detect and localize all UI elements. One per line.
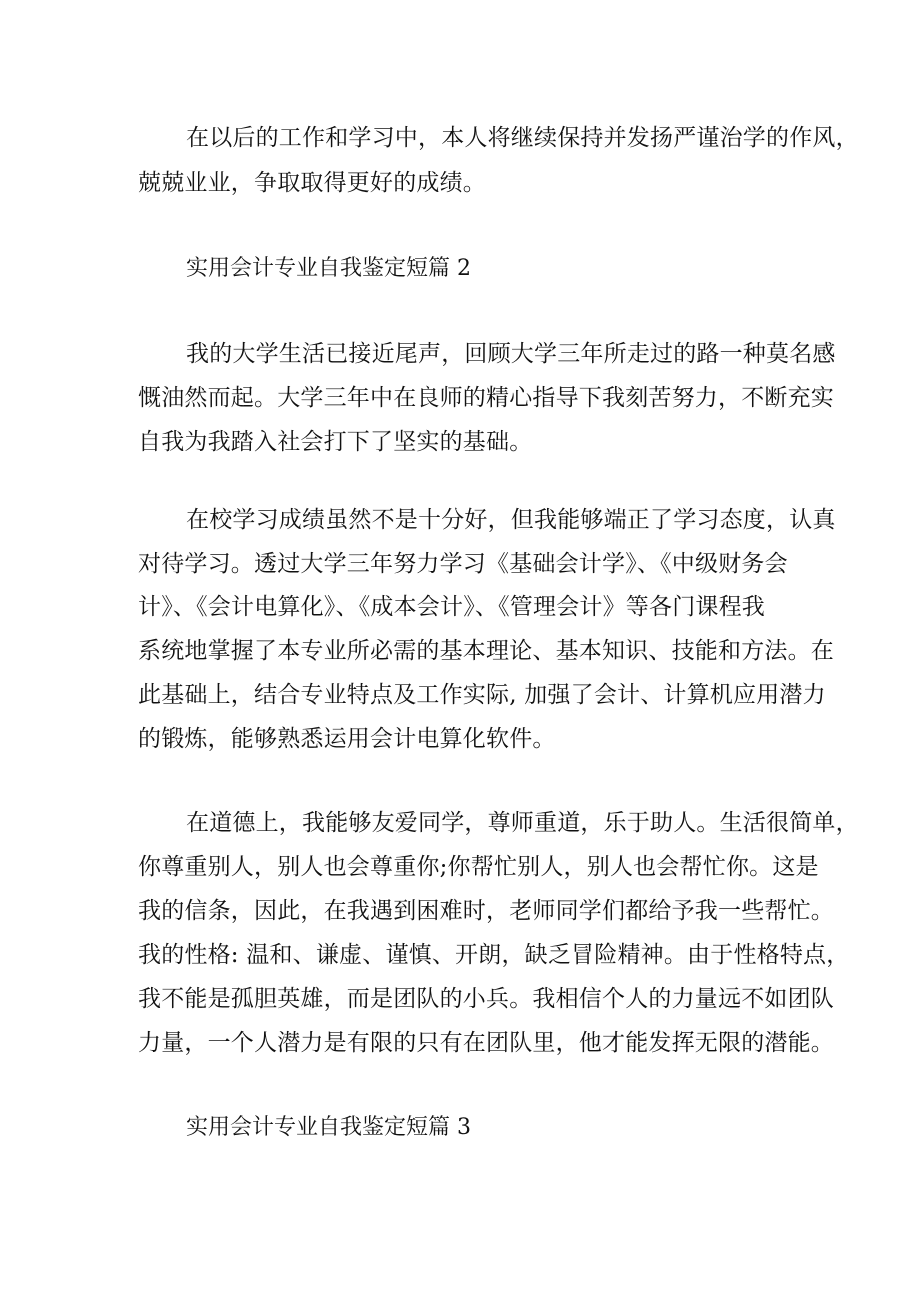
- paragraph-line: 慨油然而起。大学三年中在良师的精心指导下我刻苦努力，不断充实: [138, 385, 834, 411]
- paragraph-line: 此基础上，结合专业特点及工作实际, 加强了会计、计算机应用潜力: [138, 682, 826, 708]
- paragraph-line: 力量，一个人潜力是有限的只有在团队里，他才能发挥无限的潜能。: [138, 1030, 834, 1056]
- paragraph-line: 计》、《会计电算化》、《成本会计》、《管理会计》等各门课程我: [138, 594, 765, 620]
- paragraph-line: 你尊重别人，别人也会尊重你;你帮忙别人，别人也会帮忙你。这是: [138, 854, 819, 880]
- paragraph-line: 的锻炼，能够熟悉运用会计电算化软件。: [138, 726, 556, 752]
- paragraph-line: 我的性格: 温和、谦虚、谨慎、开朗，缺乏冒险精神。由于性格特点，: [138, 942, 850, 968]
- section-heading: 实用会计专业自我鉴定短篇 2: [186, 256, 471, 281]
- paragraph-line: 我的大学生活已接近尾声，回顾大学三年所走过的路一种莫名感: [186, 341, 836, 367]
- paragraph-line: 自我为我踏入社会打下了坚实的基础。: [138, 429, 533, 455]
- section-heading: 实用会计专业自我鉴定短篇 3: [186, 1115, 471, 1140]
- paragraph-line: 兢兢业业，争取取得更好的成绩。: [138, 170, 486, 196]
- paragraph-line: 系统地掌握了本专业所必需的基本理论、基本知识、技能和方法。在: [138, 638, 834, 664]
- paragraph-line: 我不能是孤胆英雄，而是团队的小兵。我相信个人的力量远不如团队: [138, 986, 834, 1012]
- paragraph-line: 对待学习。透过大学三年努力学习《基础会计学》、《中级财务会: [138, 551, 788, 577]
- paragraph-line: 我的信条，因此，在我遇到困难时，老师同学们都给予我一些帮忙。: [138, 898, 834, 924]
- paragraph-line: 在道德上，我能够友爱同学，尊师重道，乐于助人。生活很简单，: [186, 810, 859, 836]
- paragraph-line: 在校学习成绩虽然不是十分好，但我能够端正了学习态度，认真: [186, 507, 836, 533]
- paragraph-line: 在以后的工作和学习中，本人将继续保持并发扬严谨治学的作风，: [186, 125, 859, 151]
